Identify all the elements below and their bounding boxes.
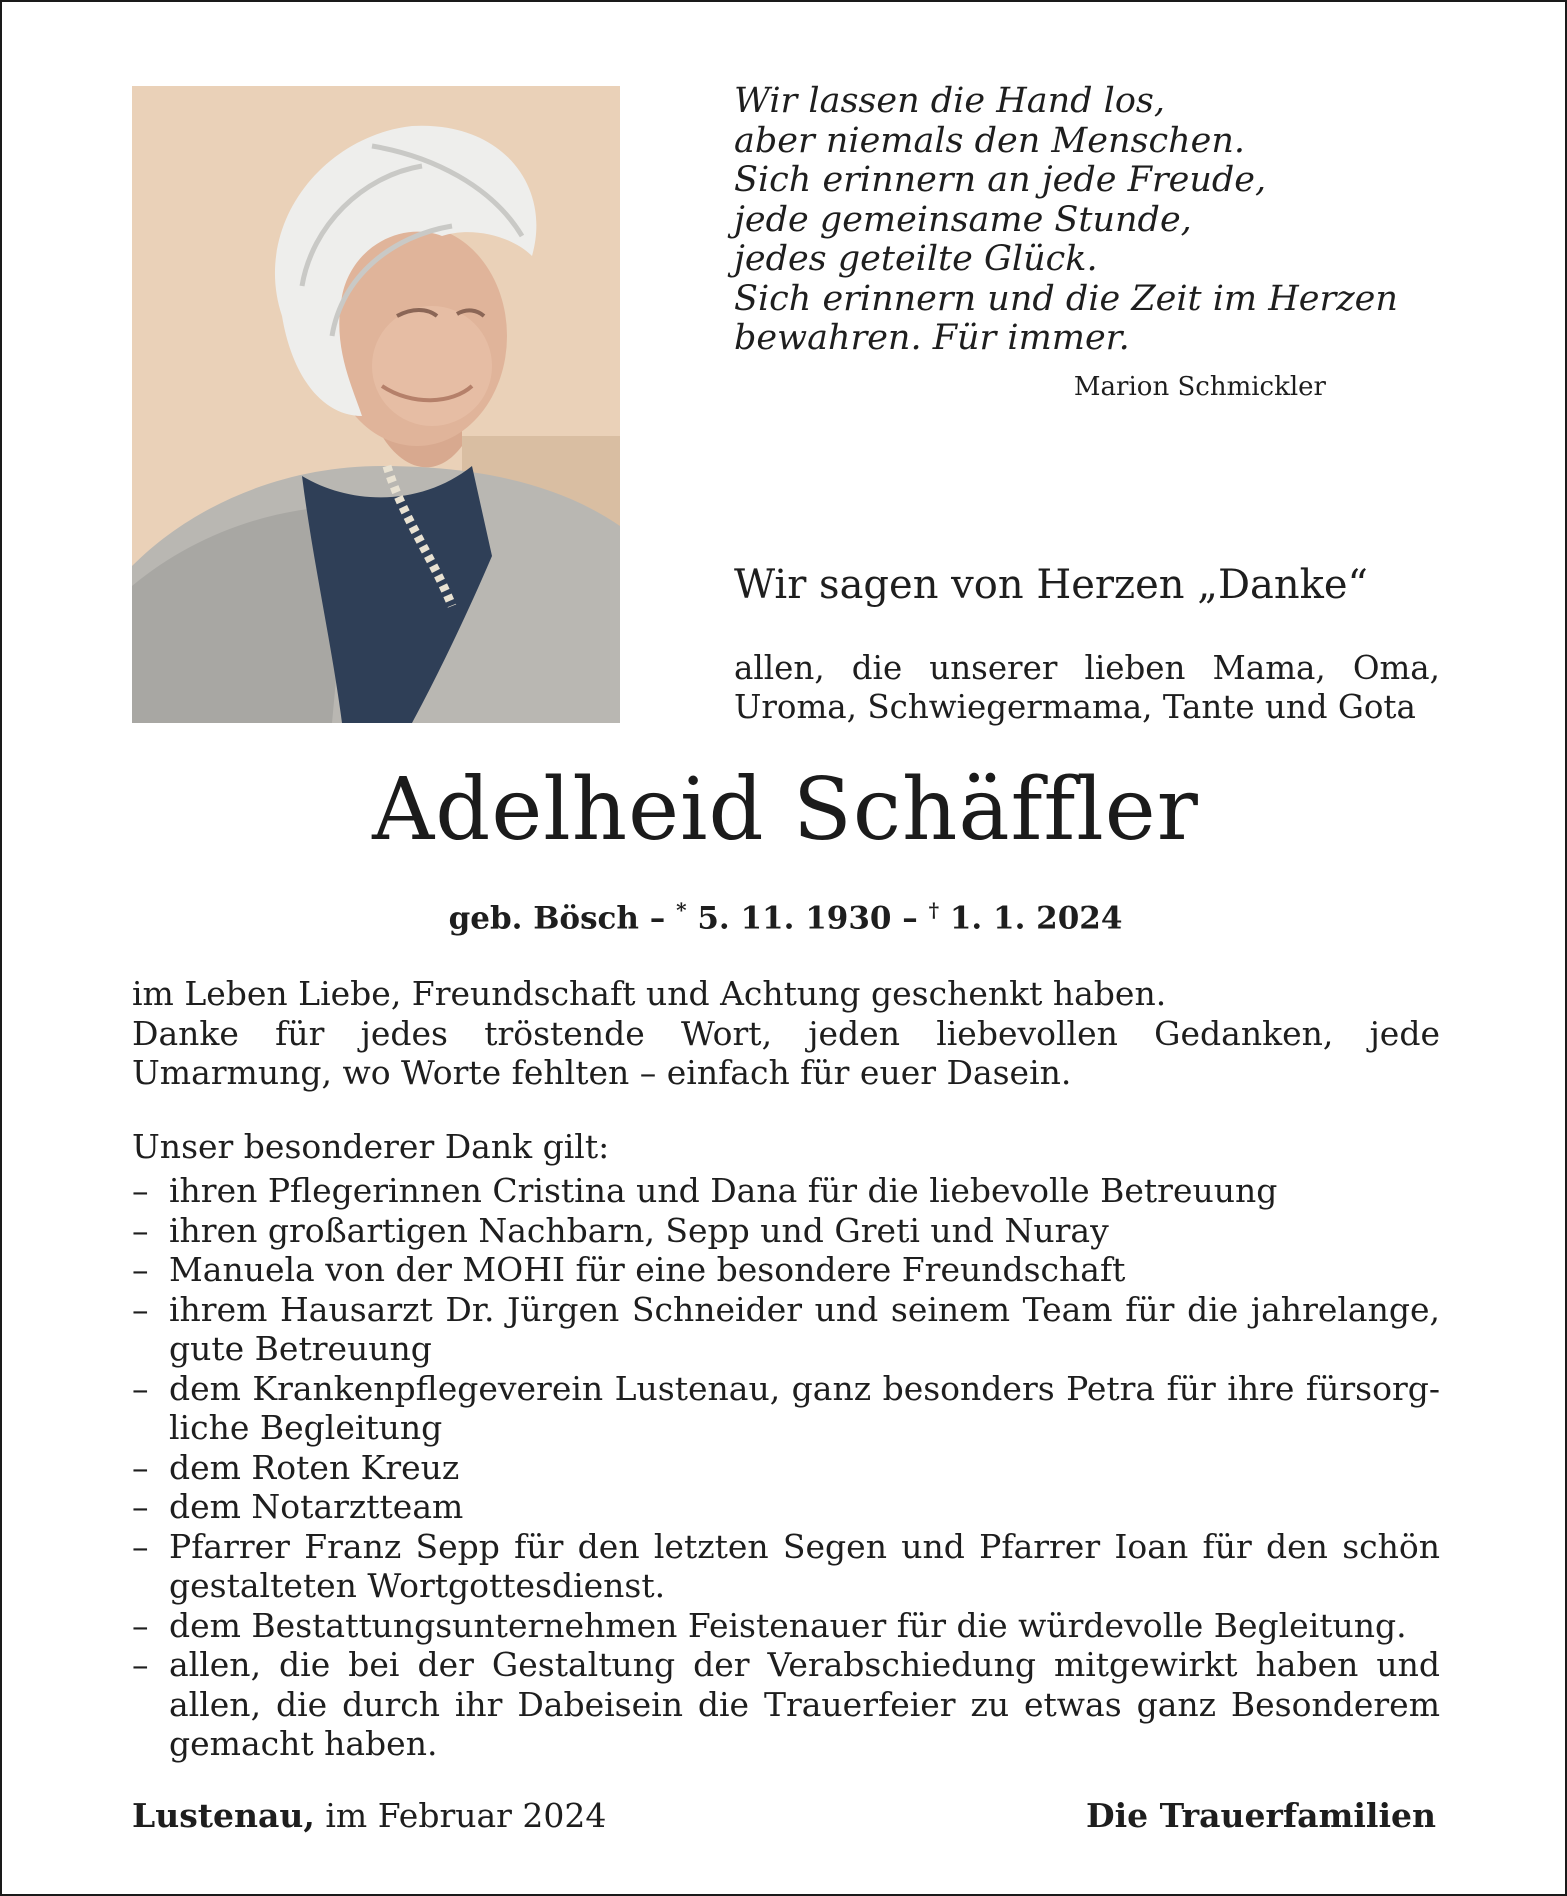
list-item-text: Manuela von der MOHI für eine besondere Freundschaft [169,1250,1126,1289]
dash: – [132,1645,149,1684]
poem-line: bewahren. Für immer. [734,318,1130,358]
date-separator: – [638,900,677,937]
body-text [132,974,1440,1093]
list-item-text: dem Bestattungsunternehmen Feistenauer für die würdevolle Begleitung. [169,1605,1407,1645]
dash: – [132,1171,149,1210]
poem-line: aber niemals den Menschen. [734,120,1245,161]
list-item [132,1606,1440,1646]
list-item-text: dem Notarztteam [169,1487,464,1526]
maiden-name: geb. Bösch [448,900,639,937]
birth-date: 5. 11. 1930 [686,900,892,937]
life-dates [2,898,1567,936]
list-item-text: ihren großartigen Nachbarn, Sepp und Greti und Nuray [169,1210,1109,1250]
poem-line: Wir lassen die Hand los, [734,81,1166,121]
list-item [132,1645,1440,1764]
poem-line: Sich erinnern an jede Freude, [734,160,1267,200]
poem-author: Marion Schmickler [1073,372,1326,402]
dash: – [132,1605,149,1645]
list-item-text: ihrem Hausarzt Dr. Jürgen Schneider und seinem Team für die jahrelange, gute Betreuung [169,1289,1440,1368]
place: Lustenau, [132,1796,315,1835]
list-item-text: ihren Pflegerinnen Cristina und Dana für die liebevolle Betreuung [169,1171,1278,1210]
list-item [132,1487,1440,1527]
dash: – [132,1210,149,1250]
death-symbol: † [928,898,940,922]
dash: – [132,1250,149,1289]
poem [734,81,1398,359]
signature: Die Trauerfamilien [1085,1796,1436,1835]
list-item [132,1171,1440,1211]
body-line-1: im Leben Liebe, Freundschaft und Achtung geschenkt haben. [132,974,1167,1013]
list-item-text: allen, die bei der Gestaltung der Verabschiedung mitgewirkt haben und allen, die durch ihr Dabeisein die Trauerfeier zu etwas ganz Besonderem gemacht haben. [169,1645,1440,1763]
thanks-heading: Wir sagen von Herzen „Danke“ [734,562,1368,608]
body-line-2: Danke für jedes tröstende Wort, jeden liebevollen Gedanken, jede Umarmung, wo Worte fehlten – einfach für euer Dasein. [132,1013,1440,1092]
special-thanks-list [132,1171,1440,1764]
date-separator: – [891,900,929,937]
list-item-text: dem Roten Kreuz [169,1447,460,1487]
date-text: im Februar 2024 [314,1796,607,1835]
list-item [132,1448,1440,1488]
place-date [132,1796,606,1835]
list-item [132,1211,1440,1251]
portrait-image [132,86,620,723]
list-item [132,1369,1440,1448]
death-date: 1. 1. 2024 [939,900,1123,937]
intro-text: allen, die unserer lieben Mama, Oma, Uroma, Schwiegermama, Tante und Gota [734,649,1440,726]
list-item-text: Pfarrer Franz Sepp für den letzten Segen und Pfarrer Ioan für den schön gestalteten Wortgottesdienst. [169,1526,1440,1605]
poem-line: jede gemeinsame Stunde, [734,199,1192,240]
dash: – [132,1368,149,1408]
list-item [132,1250,1440,1290]
dash: – [132,1487,149,1526]
list-item-text: dem Krankenpflegeverein Lustenau, ganz besonders Petra für ihre fürsorgliche Begleitung [169,1368,1440,1447]
dash: – [132,1447,149,1487]
portrait-photo [132,86,620,723]
poem-line: jedes geteilte Glück. [734,239,1098,279]
list-item [132,1527,1440,1606]
deceased-name: Adelheid Schäffler [372,760,1199,860]
special-thanks-title: Unser besonderer Dank gilt: [132,1127,610,1166]
dash: – [132,1526,149,1566]
poem-line: Sich erinnern und die Zeit im Herzen [734,278,1398,319]
list-item [132,1290,1440,1369]
dash: – [132,1289,149,1329]
birth-symbol: * [676,898,687,922]
